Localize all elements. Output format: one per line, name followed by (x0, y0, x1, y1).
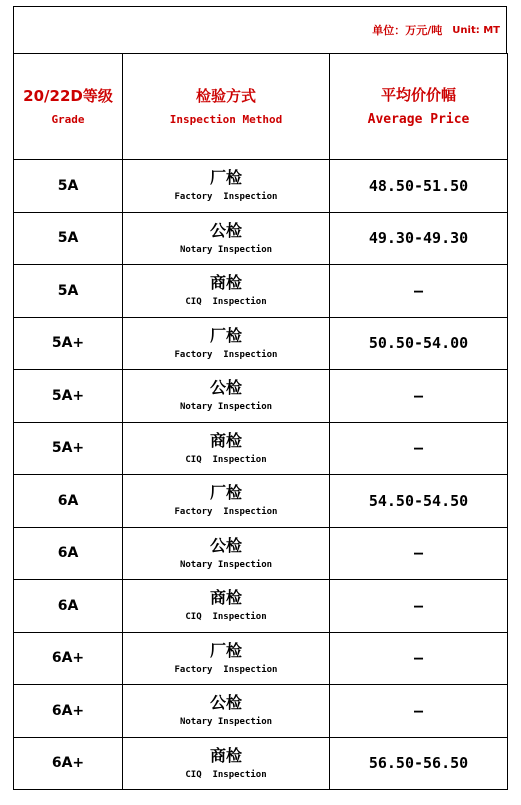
method-cell (123, 475, 330, 528)
price-value: 48.50-51.50 (368, 176, 469, 195)
table-row (14, 632, 508, 685)
method-zh: 公检 (209, 220, 242, 240)
method-cell (123, 265, 330, 318)
grade-cell (14, 265, 123, 318)
header-method-zh: 检验方式 (195, 87, 256, 105)
price-cell (330, 632, 508, 685)
header-price-en: Average Price (367, 112, 470, 127)
grade-value: 6A+ (51, 755, 85, 772)
table-row (14, 212, 508, 265)
grade-cell (14, 160, 123, 213)
unit-label-zh: 单位：万元/吨 (372, 24, 443, 37)
grade-cell (14, 737, 123, 790)
table-row (14, 160, 508, 213)
table-row (14, 370, 508, 423)
grade-value: 5A+ (51, 335, 85, 352)
table-row (14, 317, 508, 370)
price-cell (330, 685, 508, 738)
header-price (330, 54, 508, 160)
grade-cell (14, 317, 123, 370)
method-cell (123, 212, 330, 265)
method-cell (123, 685, 330, 738)
method-zh: 厂检 (209, 325, 242, 345)
grade-cell (14, 685, 123, 738)
price-cell (330, 737, 508, 790)
method-zh: 商检 (209, 273, 242, 293)
table-row (14, 527, 508, 580)
method-zh: 公检 (209, 378, 242, 398)
price-value: 56.50-56.50 (368, 754, 469, 773)
price-value: – (413, 596, 424, 615)
grade-cell (14, 422, 123, 475)
grade-value: 5A+ (51, 387, 85, 404)
header-grade-zh: 20/22D等级 (23, 87, 113, 105)
method-zh: 厂检 (209, 168, 242, 188)
method-zh: 厂检 (209, 483, 242, 503)
method-cell (123, 527, 330, 580)
method-zh: 商检 (209, 588, 242, 608)
grade-value: 5A (57, 177, 79, 194)
grade-cell (14, 632, 123, 685)
table-row (14, 422, 508, 475)
price-value: – (413, 544, 424, 563)
method-en: Notary Inspection (179, 717, 273, 728)
method-zh: 商检 (209, 745, 242, 765)
price-value: 54.50-54.50 (368, 491, 469, 510)
unit-label-en: Unit: MT (452, 24, 500, 36)
method-zh: 公检 (209, 693, 242, 713)
grade-cell (14, 475, 123, 528)
price-table-container (13, 6, 507, 790)
method-zh: 商检 (209, 430, 242, 450)
price-value: – (413, 281, 424, 300)
price-cell (330, 475, 508, 528)
method-en: Factory Inspection (174, 349, 278, 360)
table-row (14, 685, 508, 738)
price-value: 49.30-49.30 (368, 229, 469, 248)
method-en: CIQ Inspection (185, 612, 267, 623)
method-cell (123, 160, 330, 213)
grade-cell (14, 370, 123, 423)
price-cell (330, 527, 508, 580)
price-value: – (413, 701, 424, 720)
table-row (14, 475, 508, 528)
price-cell (330, 370, 508, 423)
method-en: Factory Inspection (174, 192, 278, 203)
method-en: Notary Inspection (179, 402, 273, 413)
method-zh: 公检 (209, 535, 242, 555)
price-value: 50.50-54.00 (368, 334, 469, 353)
grade-cell (14, 527, 123, 580)
method-en: Notary Inspection (179, 559, 273, 570)
price-cell (330, 422, 508, 475)
price-cell (330, 160, 508, 213)
header-price-zh: 平均价价幅 (380, 86, 456, 104)
price-cell (330, 317, 508, 370)
method-en: CIQ Inspection (185, 454, 267, 465)
price-cell (330, 212, 508, 265)
price-value: – (413, 649, 424, 668)
price-table (13, 53, 508, 790)
method-cell (123, 737, 330, 790)
table-row (14, 737, 508, 790)
price-cell (330, 580, 508, 633)
method-zh: 厂检 (209, 640, 242, 660)
table-header-row (14, 54, 508, 160)
method-en: Notary Inspection (179, 244, 273, 255)
grade-value: 6A+ (51, 650, 85, 667)
grade-value: 6A+ (51, 702, 85, 719)
method-cell (123, 580, 330, 633)
header-method (123, 54, 330, 160)
grade-value: 6A (57, 492, 79, 509)
method-cell (123, 370, 330, 423)
method-en: CIQ Inspection (185, 769, 267, 780)
method-en: CIQ Inspection (185, 297, 267, 308)
grade-cell (14, 212, 123, 265)
grade-value: 5A (57, 230, 79, 247)
price-value: – (413, 439, 424, 458)
price-value: – (413, 386, 424, 405)
method-en: Factory Inspection (174, 507, 278, 518)
header-grade (14, 54, 123, 160)
header-grade-en: Grade (51, 113, 85, 126)
price-cell (330, 265, 508, 318)
grade-cell (14, 580, 123, 633)
method-cell (123, 422, 330, 475)
grade-value: 6A (57, 597, 79, 614)
method-cell (123, 317, 330, 370)
grade-value: 6A (57, 545, 79, 562)
grade-value: 5A+ (51, 440, 85, 457)
header-method-en: Inspection Method (169, 113, 283, 126)
unit-note (13, 6, 507, 53)
table-row (14, 580, 508, 633)
table-row (14, 265, 508, 318)
method-cell (123, 632, 330, 685)
grade-value: 5A (57, 282, 79, 299)
method-en: Factory Inspection (174, 664, 278, 675)
